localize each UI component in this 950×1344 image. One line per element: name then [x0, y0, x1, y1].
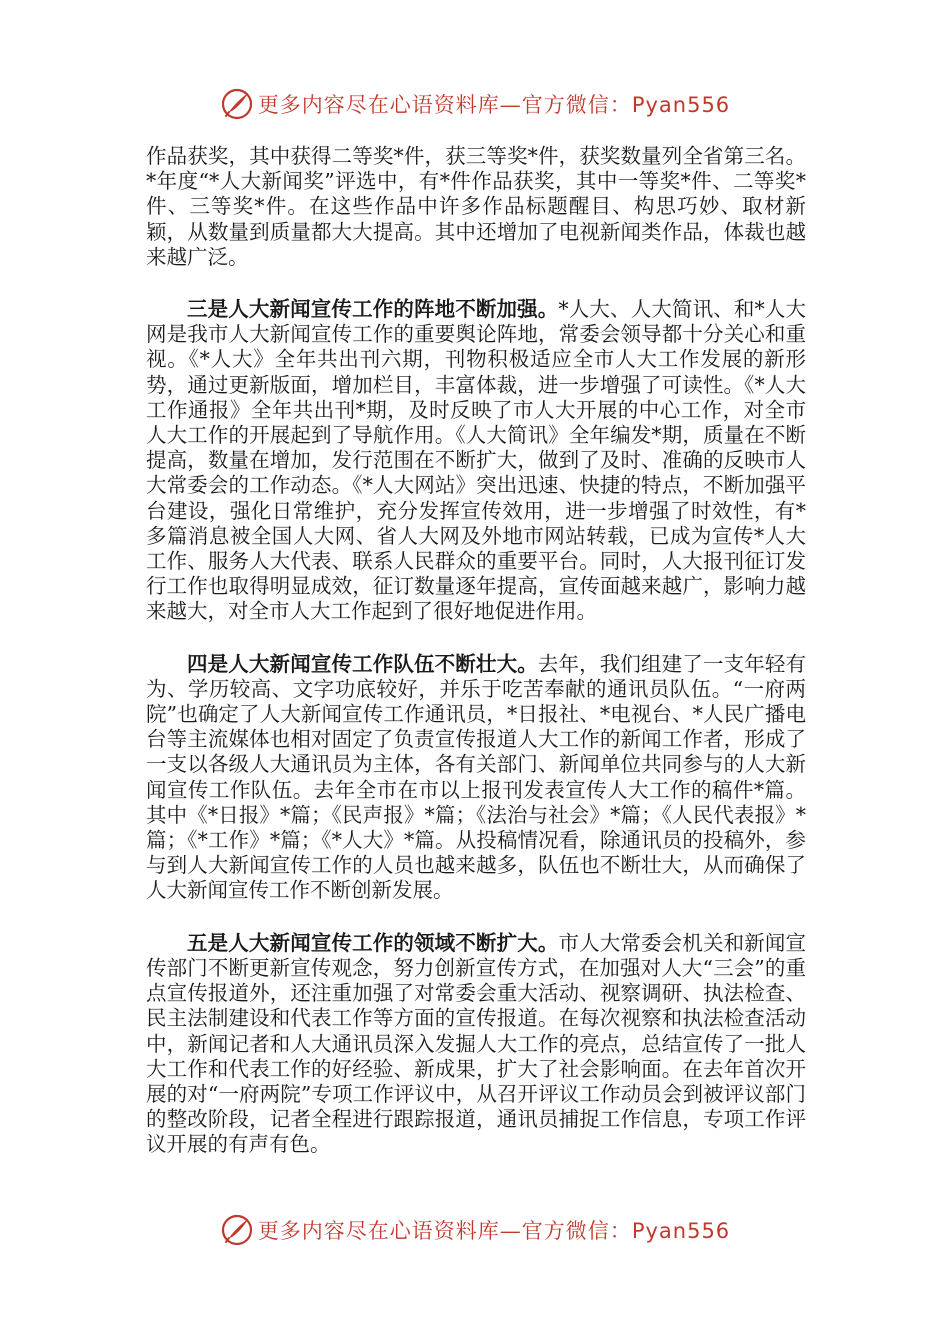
paragraph-3: [146, 652, 806, 904]
paragraph-2: [146, 297, 806, 625]
banner-label: 更多内容尽在心语资料库—官方微信：: [257, 1219, 632, 1243]
document-body: [146, 144, 806, 1158]
banner-text: [258, 89, 730, 119]
paragraph-lead: 三是人大新闻宣传工作的阵地不断加强。: [187, 297, 559, 322]
header-banner: [0, 84, 950, 124]
quill-logo-icon: [220, 87, 254, 121]
paragraph-text: 去年，我们组建了一支年轻有为、学历较高、文字功底较好，并乐于吃苦奉献的通讯员队伍。“一府两院”也确定了人大新闻宣传工作通讯员，*日报社、*电视台、*人民广播电台等主流媒体也相对固定了负责宣传报道人大工作的新闻工作者，形成了一支以各级人大通讯员为主体，各有关部门、新闻单位共同参与的人大新闻宣传工作队伍。去年全市在市以上报刊发表宣传人大工作的稿件*篇。其中《*日报》*篇；《民声报》*篇；《法治与社会》*篇；《人民代表报》*篇；《*工作》*篇；《*人大》*篇。从投稿情况看，除通讯员的投稿外，参与到人大新闻宣传工作的人员也越来越多，队伍也不断壮大，从而确保了人大新闻宣传工作不断创新发展。: [146, 651, 806, 903]
paragraph-lead: 四是人大新闻宣传工作队伍不断壮大。: [187, 651, 538, 676]
paragraph-text: 作品获奖，其中获得二等奖*件，获三等奖*件，获奖数量列全省第三名。*年度“*人大新闻奖”评选中，有*件作品获奖，其中一等奖*件、二等奖*件、三等奖*件。在这些作品中许多作品标题醒目、构思巧妙、取材新颖，从数量到质量都大大提高。其中还增加了电视新闻类作品，体裁也越来越广泛。: [146, 144, 806, 269]
paragraph-1: [146, 144, 806, 270]
footer-banner: [0, 1210, 950, 1250]
banner-wechat-id: Pyan556: [631, 1219, 731, 1243]
paragraph-text: 市人大常委会机关和新闻宣传部门不断更新宣传观念，努力创新宣传方式，在加强对人大“三会”的重点宣传报道外，还注重加强了对常委会重大活动、视察调研、执法检查、民主法制建设和代表工作等方面的宣传报道。在每次视察和执法检查活动中，新闻记者和人大通讯员深入发掘人大工作的亮点，总结宣传了一批人大工作和代表工作的好经验、新成果，扩大了社会影响面。在去年首次开展的对“一府两院”专项工作评议中，从召开评议工作动员会到被评议部门的整改阶段，记者全程进行跟踪报道，通讯员捕捉工作信息，专项工作评议开展的有声有色。: [146, 930, 807, 1157]
banner-wechat-id: Pyan556: [631, 93, 731, 117]
quill-logo-icon: [220, 1213, 254, 1247]
banner-text: [258, 1215, 730, 1245]
paragraph-text: *人大、人大简讯、和*人大网是我市人大新闻宣传工作的重要舆论阵地，常委会领导都十分关心和重视。《*人大》全年共出刊六期，刊物积极适应全市人大工作发展的新形势，通过更新版面，增加栏目，丰富体裁，进一步增强了可读性。《*人大工作通报》全年共出刊*期，及时反映了市人大开展的中心工作，对全市人大工作的开展起到了导航作用。《人大简讯》全年编发*期，质量在不断提高，数量在增加，发行范围在不断扩大，做到了及时、准确的反映市人大常委会的工作动态。《*人大网站》突出迅速、快捷的特点，不断加强平台建设，强化日常维护，充分发挥宣传效用，进一步增强了时效性，有*多篇消息被全国人大网、省人大网及外地市网站转载，已成为宣传*人大工作、服务人大代表、联系人民群众的重要平台。同时，人大报刊征订发行工作也取得明显成效，征订数量逐年提高，宣传面越来越广，影响力越来越大，对全市人大工作起到了很好地促进作用。: [146, 297, 807, 624]
banner-label: 更多内容尽在心语资料库—官方微信：: [257, 93, 632, 117]
paragraph-lead: 五是人大新闻宣传工作的领域不断扩大。: [187, 930, 559, 955]
paragraph-4: [146, 931, 806, 1158]
